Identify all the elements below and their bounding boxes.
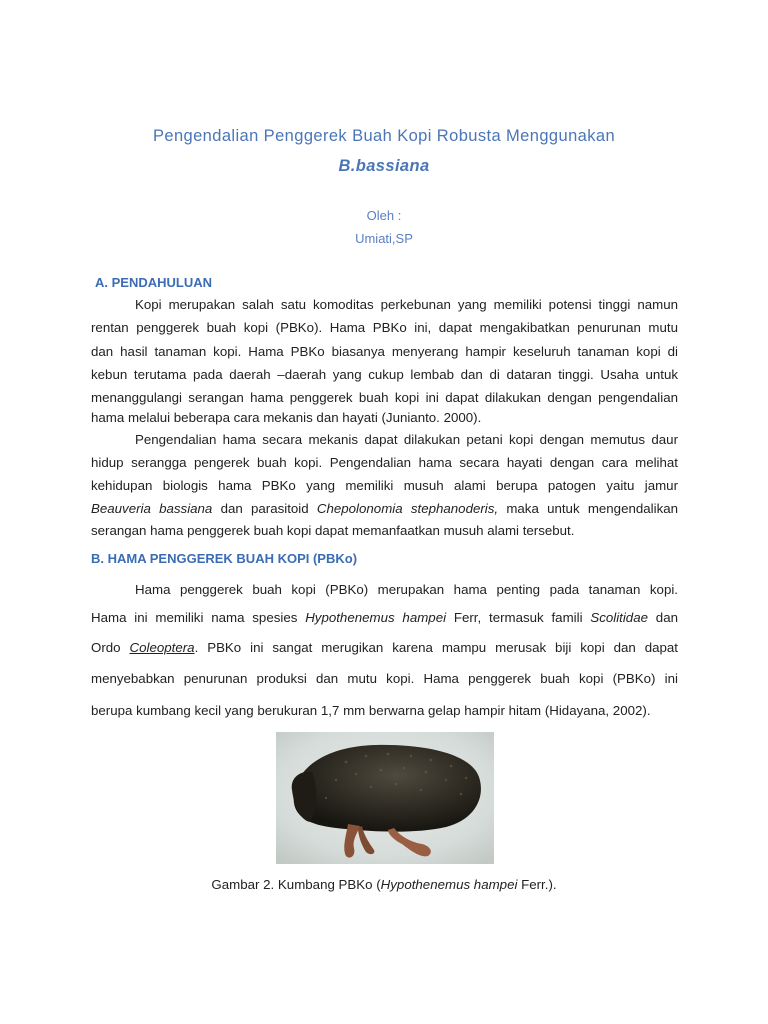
paragraph-line: hama melalui beberapa cara mekanis dan hayati (Junianto. 2000). [91, 410, 482, 425]
text-span: Ferr, termasuk famili [446, 610, 591, 625]
paragraph-line: kebun terutama pada daerah –daerah yang cukup lembab dan di dataran tinggi. Usaha untuk [91, 367, 678, 382]
document-title: Pengendalian Penggerek Buah Kopi Robusta Menggunakan [152, 127, 616, 145]
figure-caption [0, 877, 768, 892]
text-span: dan parasitoid [212, 501, 317, 516]
document-title-species: B.bassiana [338, 157, 430, 175]
paragraph-line [91, 501, 678, 517]
author-name: Umiati,SP [355, 231, 413, 246]
paragraph-line [91, 640, 678, 656]
paragraph-line: Pengendalian hama secara mekanis dapat dilakukan petani kopi dengan memutus daur [135, 432, 678, 447]
beetle-photo [276, 732, 494, 864]
paragraph-line: serangan hama penggerek buah kopi dapat memanfaatkan musuh alami tersebut. [91, 523, 575, 538]
paragraph-line: dan hasil tanaman kopi. Hama PBKo biasanya menyerang hampir keseluruh tanaman kopi di [91, 344, 678, 359]
section-a-heading: A. PENDAHULUAN [95, 275, 212, 290]
caption-text: Ferr.). [517, 877, 557, 892]
order-link[interactable]: Coleoptera [129, 640, 195, 655]
caption-species: Hypothenemus hampei [380, 877, 518, 892]
text-span: Hama ini memiliki nama spesies [91, 610, 306, 625]
byline-label: Oleh : [366, 208, 402, 223]
species-name: Hypothenemus hampei [305, 610, 447, 625]
text-span: dan [647, 610, 678, 625]
paragraph-line: kehidupan biologis hama PBKo yang memiliki musuh alami berupa patogen yaitu jamur [91, 478, 678, 493]
section-b-heading: B. HAMA PENGGEREK BUAH KOPI (PBKo) [91, 551, 358, 566]
paragraph-line: hidup serangga pengerek buah kopi. Pengendalian hama secara hayati dengan cara melihat [91, 455, 678, 470]
paragraph-line: Kopi merupakan salah satu komoditas perkebunan yang memiliki potensi tinggi namun [135, 297, 678, 312]
species-name: Chepolonomia stephanoderis, [316, 501, 499, 516]
paragraph-line: menanggulangi serangan hama penggerek buah kopi ini dapat dilakukan dengan pengendalian [91, 390, 678, 405]
family-name: Scolitidae [590, 610, 648, 625]
text-span: Ordo [91, 640, 130, 655]
paragraph-line: rentan penggerek buah kopi (PBKo). Hama PBKo ini, dapat mengakibatkan penurunan mutu [91, 320, 678, 335]
paragraph-line [91, 610, 678, 626]
caption-text: Gambar 2. Kumbang PBKo ( [211, 877, 381, 892]
text-span: maka untuk mengendalikan [498, 501, 679, 516]
paragraph-line: berupa kumbang kecil yang berukuran 1,7 mm berwarna gelap hampir hitam (Hidayana, 2002). [91, 703, 651, 718]
paragraph-line: Hama penggerek buah kopi (PBKo) merupakan hama penting pada tanaman kopi. [135, 582, 678, 597]
paragraph-line: menyebabkan penurunan produksi dan mutu kopi. Hama penggerek buah kopi (PBKo) ini [91, 671, 678, 686]
text-span: . PBKo ini sangat merugikan karena mampu merusak biji kopi dan dapat [194, 640, 678, 655]
species-name: Beauveria bassiana [91, 501, 213, 516]
